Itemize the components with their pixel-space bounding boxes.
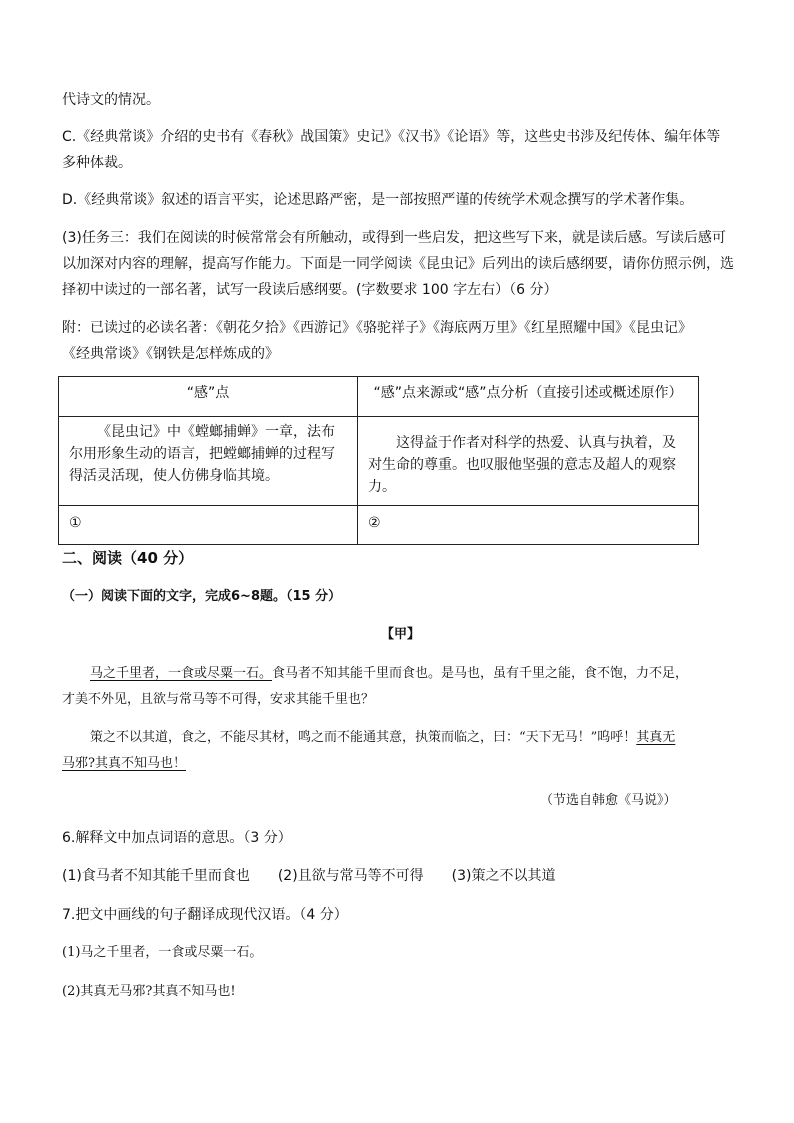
underlined-sentence-2a: 其真无 — [636, 730, 676, 745]
table-header-analysis: “感”点来源或“感”点分析（直接引述或概述原作） — [358, 377, 699, 417]
answer-cell-2[interactable] — [358, 506, 699, 545]
reading-notes-table — [58, 376, 699, 545]
task3-line-1: (3)任务三：我们在阅读的时候常常会有所触动，或得到一些启发，把这些写下来，就是读后感。写读后感可 — [62, 230, 726, 246]
task3-line-3: 择初中读过的一部名著，试写一段读后感纲要。(字数要求 100 字左右）（6 分） — [62, 282, 558, 298]
question-7-item-2: (2)其真无马邪?其真不知马也! — [62, 984, 236, 999]
option-c-line-2: 多种体裁。 — [62, 155, 132, 171]
question-6: 6.解释文中加点词语的意思。（3 分） — [62, 830, 292, 846]
answer-cell-1[interactable] — [59, 506, 358, 545]
task3-line-2: 以加深对内容的理解，提高写作能力。下面是一同学阅读《昆虫记》后列出的读后感纲要，请你仿照示例，选 — [62, 256, 734, 272]
appendix-line-1: 附：已读过的必读名著：《朝花夕拾》《西游记》《骆驼祥子》《海底两万里》《红星照耀中国》《昆虫记》 — [62, 320, 692, 336]
section-heading: 二、阅读（40 分） — [62, 549, 194, 567]
table-header-gan-point: “感”点 — [59, 377, 358, 417]
underlined-sentence-1: 马之千里者，一食或尽粟一石。 — [90, 666, 273, 681]
passage-source: （节选自韩愈《马说》） — [540, 793, 677, 808]
table-header-row — [59, 377, 699, 417]
option-d-line: D.《经典常谈》叙述的语言平实，论述思路严密，是一部按照严谨的传统学术观念撰写的学术著作集。 — [62, 192, 694, 208]
question-7: 7.把文中画线的句子翻译成现代汉语。（4 分） — [62, 907, 348, 923]
subsection-heading: （一）阅读下面的文字，完成6~8题。（15 分） — [62, 589, 342, 604]
text-line: 代诗文的情况。 — [62, 92, 160, 108]
passage-paragraph-1-line-2: 才美不外见，且欲与常马等不可得，安求其能千里也？ — [62, 692, 375, 707]
answer-marker-1: ① — [69, 515, 82, 531]
passage-label: 【甲】 — [381, 627, 421, 642]
answer-marker-2: ② — [368, 515, 381, 531]
underlined-sentence-2b: 马邪?其真不知马也！ — [62, 756, 186, 771]
example-gan-point: 《昆虫记》中《螳螂捕蝉》一章，法布尔用形象生动的语言，把螳螂捕蝉的过程写得活灵活现，使人仿佛身临其境。 — [69, 424, 335, 484]
question-7-item-1: (1)马之千里者，一食或尽粟一石。 — [62, 945, 263, 960]
passage-paragraph-2-line-1: 策之不以其道，食之，不能尽其材，鸣之而不能通其意，执策而临之，曰：“天下无马！”呜呼！其真无 — [90, 730, 676, 745]
table-blank-row — [59, 506, 699, 545]
appendix-line-2: 《经典常谈》《钢铁是怎样炼成的》 — [62, 346, 279, 362]
question-6-items: (1)食马者不知其能千里而食也 (2)且欲与常马等不可得 (3)策之不以其道 — [62, 868, 556, 884]
passage-paragraph-2-line-2 — [62, 754, 186, 774]
table-example-row — [59, 417, 699, 506]
example-analysis: 这得益于作者对科学的热爱、认真与执着，及对生命的尊重。也叹服他坚强的意志及超人的观察力。 — [368, 435, 676, 495]
passage-paragraph-1-line-1: 马之千里者，一食或尽粟一石。食马者不知其能千里而食也。是马也，虽有千里之能，食不饱，力不足， — [90, 666, 689, 681]
option-c-line-1: C.《经典常谈》介绍的史书有《春秋》战国策》史记》《汉书》《论语》等，这些史书涉及纪传体、编年体等 — [62, 129, 721, 145]
